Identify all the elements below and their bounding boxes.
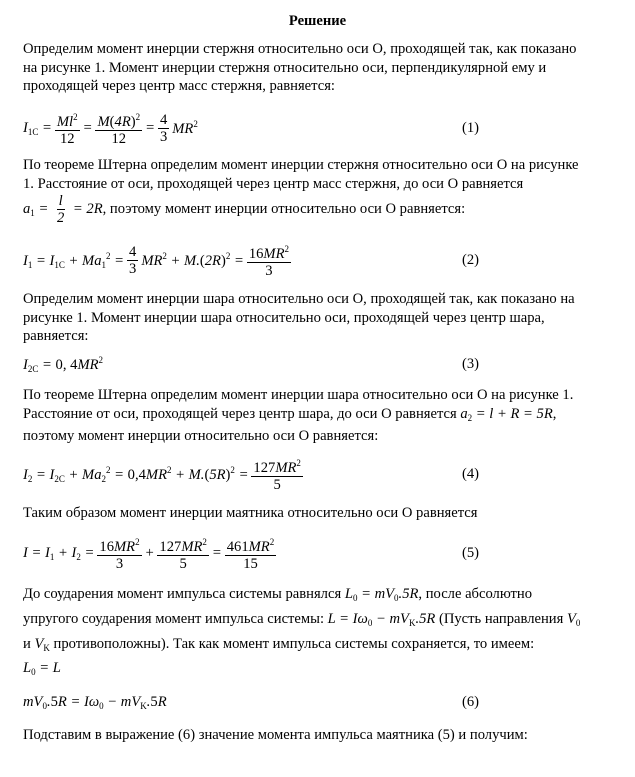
paragraph-momentum: До соударения момент импульса системы равнялся $L_0 = mV_0.5R$, после абсолютно упругого соударения момент импульса системы: $L = I\omega_0 - mV_K.5R$ (Пусть направления $V_0$ и $V_K$ противоположны). Так как момент импульса системы сохраняется, то имеем: [23,586,581,653]
inline-formula-l: $L = I\omega_0 - mV_K.5R$ [327,611,436,628]
equation-number-5: (5) [461,544,479,561]
paragraph-substitute: Подставим в выражение (6) значение момента импульса маятника (5) и получим: [23,727,528,743]
equation-number-6: (6) [461,693,479,710]
equation-2: $I_1 = I_{1C} + Ma_1^2$ = $\frac{4}{3}$ $MR^2 + M.(2R)^2$ = $\frac{16MR^2}{3}$ (2) [23,238,558,282]
page-title: Решение [288,13,347,29]
equation-number-2: (2) [461,251,479,268]
equation-conservation: $L_0 = L$ [23,659,61,677]
inline-formula-vk: $V_K$ [34,636,50,653]
equation-5: $I = I_1 + I_2$ = $\frac{16MR^2}{3}$ + $\frac{127MR^2}{5}$ = $\frac{461MR^2}{15}$ (5) [23,531,558,575]
equation-4: $I_2 = I_{2C} + Ma_2^2 = 0,4MR^2 + M.(5R)^2$ = $\frac{127MR^2}{5}$ (4) [23,452,558,496]
inline-formula-a1: $a_1$ = $\frac{l}{2}$ = 2R [23,193,103,227]
inline-formula-l0: $L_0 = mV_0.5R$ [344,586,419,603]
paragraph-rod-intro: Определим момент инерции стержня относительно оси O, проходящей так, как показано на рисунке 1. Момент инерции стержня относительно оси, перпендикулярной ему и проходящей через центр масс стержня, равняется: [23,41,577,95]
equation-1: $I_{1C}$ = $\frac{Ml^2}{12}$ = $\frac{M(4R)^2}{12}$ = $\frac{4}{3}$ $MR^2$ (1) [23,106,558,150]
equation-6: $mV_0.5R = I\omega_0 - mV_K.5R$ (6) [23,693,479,711]
paragraph-pendulum: Таким образом момент инерции маятника относительно оси O равняется [23,505,478,521]
inline-formula-a2: $a_2 = l + R = 5R$ [460,405,553,423]
paragraph-ball-intro: Определим момент инерции шара относительно оси O, проходящей так, как показано на рисунке 1. Момент инерции шара относительно оси, проходящей через центр шара, равняется: [23,291,575,345]
inline-formula-v0: $V_0$ [566,611,581,628]
equation-3: $I_{2C} = 0$, $4MR^2$ (3) [23,354,479,374]
equation-number-4: (4) [461,465,479,482]
paragraph-steiner-rod: По теореме Штерна определим момент инерции стержня относительно оси O на рисунке 1. Расстояние от оси, проходящей через центр масс стержня, до оси O равняется $a_1$ = $\frac{l}{2}$ = 2R, поэтому момент инерции относительно оси O равняется: [23,157,579,227]
paragraph-steiner-ball: По теореме Штерна определим момент инерции шара относительно оси O на рисунке 1. Расстояние от оси, проходящей через центр шара, до оси O равняется $a_2 = l + R = 5R$, поэтому момент инерции относительно оси O равняется: [23,387,574,445]
equation-number-1: (1) [461,119,479,136]
equation-number-3: (3) [461,355,479,372]
